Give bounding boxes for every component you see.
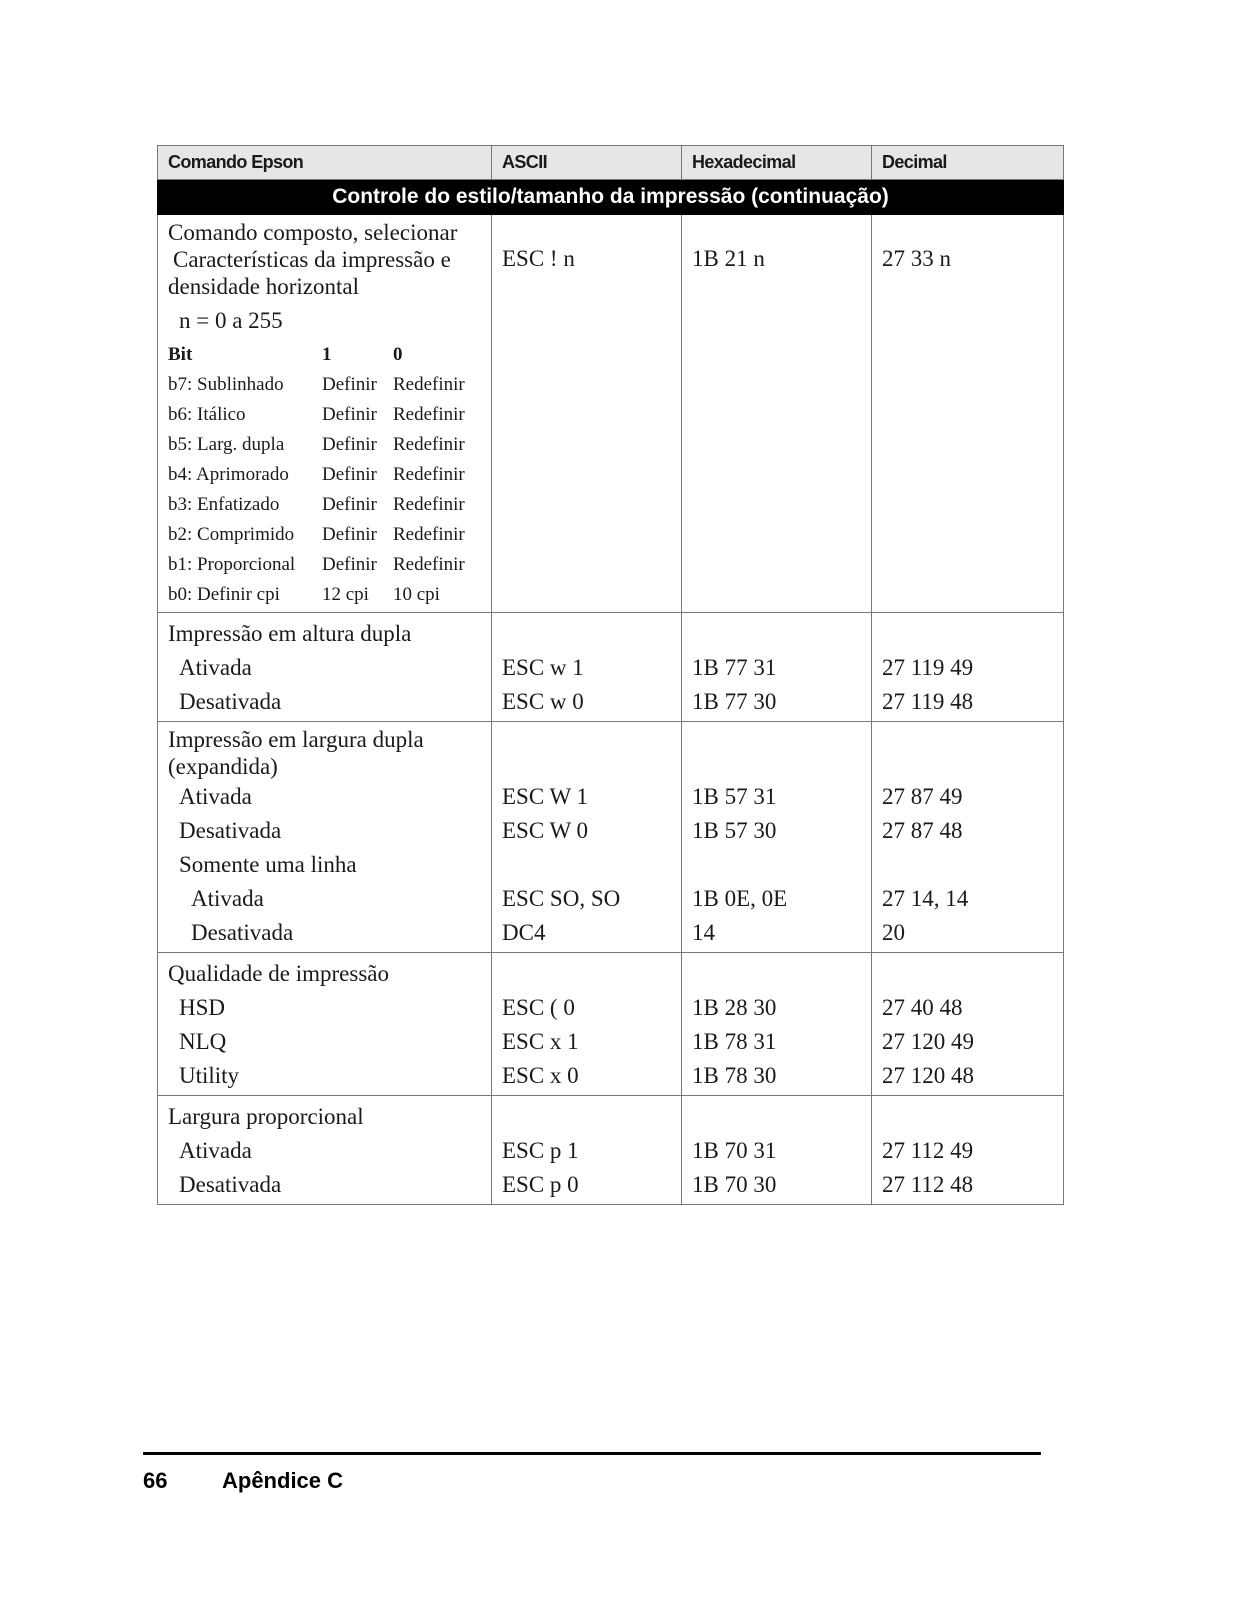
- decimal-cell: [872, 215, 1064, 613]
- decimal-value: [882, 617, 1053, 651]
- hex-value: [692, 726, 861, 753]
- footer-rule: [143, 1452, 1041, 1455]
- page-number: 66: [143, 1468, 168, 1493]
- decimal-value: 27 33 n: [882, 246, 951, 271]
- command-description: Ativada: [179, 784, 252, 809]
- bit-name: b7: Sublinhado: [168, 374, 284, 395]
- bit-reset-value: 10 cpi: [393, 584, 440, 605]
- bit-set-value: Definir: [322, 524, 377, 545]
- decimal-cell: [872, 1096, 1064, 1205]
- bit-row: [168, 580, 465, 610]
- bit-header-row: [168, 340, 465, 370]
- bit-row: [168, 520, 465, 550]
- hex-value: 1B 21 n: [692, 246, 765, 271]
- section-title: Controle do estilo/tamanho da impressão (continuação): [158, 180, 1064, 215]
- section-title-row: [158, 180, 1064, 215]
- table-row: [158, 953, 1064, 1096]
- table-row: [158, 613, 1064, 722]
- ascii-value: ESC x 1: [502, 1029, 579, 1054]
- decimal-value: 27 112 49: [882, 1138, 974, 1163]
- command-cell: [158, 1096, 492, 1205]
- section-name: Apêndice C: [222, 1468, 344, 1493]
- ascii-value: [502, 726, 671, 753]
- hex-value: 1B 70 30: [692, 1172, 777, 1197]
- ascii-cell: [492, 1096, 682, 1205]
- ascii-value: ESC ! n: [502, 246, 575, 271]
- command-cell: [158, 215, 492, 613]
- hex-value: 1B 57 30: [692, 818, 777, 843]
- bit-row: [168, 430, 465, 460]
- hex-value: 1B 77 31: [692, 655, 777, 680]
- table-row: [158, 1096, 1064, 1205]
- decimal-value: 27 14, 14: [882, 886, 969, 911]
- bit-row: [168, 400, 465, 430]
- bit-row: [168, 490, 465, 520]
- hex-value: 1B 28 30: [692, 995, 777, 1020]
- bit-name: b5: Larg. dupla: [168, 434, 285, 455]
- decimal-value: [882, 726, 1053, 753]
- column-header-hex: Hexadecimal: [682, 146, 872, 180]
- column-header-ascii: ASCII: [492, 146, 682, 180]
- table-header-row: [158, 146, 1064, 180]
- decimal-cell: [872, 722, 1064, 953]
- command-description: Comando composto, selecionar: [168, 220, 458, 245]
- column-header-command: Comando Epson: [158, 146, 492, 180]
- column-header-decimal: Decimal: [872, 146, 1064, 180]
- decimal-value: 27 112 48: [882, 1172, 974, 1197]
- bit-reset-value: Redefinir: [393, 524, 465, 545]
- command-description: (expandida): [168, 754, 278, 779]
- bit-name: b2: Comprimido: [168, 524, 295, 545]
- command-description: Largura proporcional: [168, 1104, 364, 1129]
- command-description: Ativada: [179, 1138, 252, 1163]
- ascii-cell: [492, 215, 682, 613]
- ascii-value: ESC W 1: [502, 784, 589, 809]
- bit-name: b0: Definir cpi: [168, 584, 280, 605]
- decimal-value: [882, 1100, 1053, 1134]
- bit-definition-table: [168, 340, 465, 610]
- command-description: Ativada: [191, 886, 264, 911]
- command-description: Desativada: [179, 1172, 282, 1197]
- bit-name: b4: Aprimorado: [168, 464, 289, 485]
- bit-set-value: Definir: [322, 374, 377, 395]
- command-description: Ativada: [179, 655, 252, 680]
- command-description: densidade horizontal: [168, 274, 359, 299]
- bit-reset-value: Redefinir: [393, 554, 465, 575]
- decimal-value: [882, 957, 1053, 991]
- decimal-value: 27 40 48: [882, 995, 963, 1020]
- table-row: [158, 722, 1064, 953]
- bit-header: 0: [393, 344, 403, 365]
- command-description: Qualidade de impressão: [168, 961, 389, 986]
- ascii-value: [502, 617, 671, 651]
- ascii-value: ESC W 0: [502, 818, 589, 843]
- decimal-value: 27 119 48: [882, 689, 974, 714]
- command-cell: [158, 953, 492, 1096]
- hex-cell: [682, 1096, 872, 1205]
- bit-set-value: Definir: [322, 494, 377, 515]
- command-cell: [158, 613, 492, 722]
- bit-set-value: Definir: [322, 404, 377, 425]
- hex-value: 1B 0E, 0E: [692, 886, 788, 911]
- bit-set-value: Definir: [322, 464, 377, 485]
- ascii-value: [502, 848, 671, 882]
- bit-reset-value: Redefinir: [393, 494, 465, 515]
- ascii-cell: [492, 722, 682, 953]
- ascii-value: DC4: [502, 920, 546, 945]
- bit-header: 1: [322, 344, 332, 365]
- command-description: Desativada: [191, 920, 294, 945]
- hex-value: [692, 957, 861, 991]
- decimal-value: 27 119 49: [882, 655, 974, 680]
- command-description: HSD: [179, 995, 226, 1020]
- decimal-value: 27 87 48: [882, 818, 963, 843]
- bit-name: b1: Proporcional: [168, 554, 296, 575]
- bit-row: [168, 550, 465, 580]
- decimal-value: 20: [882, 920, 905, 945]
- epson-command-table: [157, 145, 1064, 1205]
- bit-row: [168, 370, 465, 400]
- decimal-value: [882, 753, 1053, 780]
- parameter-range: n = 0 a 255: [179, 308, 283, 333]
- bit-row: [168, 460, 465, 490]
- hex-value: [692, 753, 861, 780]
- bit-header: Bit: [168, 344, 193, 365]
- hex-cell: [682, 215, 872, 613]
- bit-reset-value: Redefinir: [393, 434, 465, 455]
- table-row: [158, 215, 1064, 613]
- ascii-cell: [492, 613, 682, 722]
- command-description: Impressão em altura dupla: [168, 621, 412, 646]
- hex-cell: [682, 613, 872, 722]
- command-description: Características da impressão e: [173, 247, 451, 272]
- ascii-value: ESC SO, SO: [502, 886, 621, 911]
- command-description: Desativada: [179, 818, 282, 843]
- ascii-value: [502, 1100, 671, 1134]
- bit-name: b3: Enfatizado: [168, 494, 280, 515]
- hex-value: 1B 78 30: [692, 1063, 777, 1088]
- hex-value: [692, 848, 861, 882]
- ascii-value: [502, 957, 671, 991]
- hex-value: [692, 1100, 861, 1134]
- hex-value: [692, 617, 861, 651]
- bit-set-value: 12 cpi: [322, 584, 369, 605]
- hex-value: 1B 78 31: [692, 1029, 777, 1054]
- decimal-value: 27 87 49: [882, 784, 963, 809]
- ascii-cell: [492, 953, 682, 1096]
- bit-reset-value: Redefinir: [393, 374, 465, 395]
- ascii-value: ESC w 1: [502, 655, 584, 680]
- command-description: Desativada: [179, 689, 282, 714]
- command-description: Somente uma linha: [179, 852, 357, 877]
- hex-value: 1B 77 30: [692, 689, 777, 714]
- ascii-value: ESC w 0: [502, 689, 584, 714]
- command-description: NLQ: [179, 1029, 227, 1054]
- bit-reset-value: Redefinir: [393, 464, 465, 485]
- command-description: Impressão em largura dupla: [168, 727, 424, 752]
- hex-cell: [682, 953, 872, 1096]
- ascii-value: ESC ( 0: [502, 995, 575, 1020]
- hex-cell: [682, 722, 872, 953]
- decimal-cell: [872, 953, 1064, 1096]
- ascii-value: ESC x 0: [502, 1063, 579, 1088]
- bit-reset-value: Redefinir: [393, 404, 465, 425]
- ascii-value: ESC p 1: [502, 1138, 579, 1163]
- ascii-value: [502, 753, 671, 780]
- bit-set-value: Definir: [322, 554, 377, 575]
- bit-name: b6: Itálico: [168, 404, 246, 425]
- hex-value: 1B 70 31: [692, 1138, 777, 1163]
- decimal-value: [882, 848, 1053, 882]
- bit-set-value: Definir: [322, 434, 377, 455]
- command-description: Utility: [179, 1063, 240, 1088]
- decimal-value: 27 120 48: [882, 1063, 974, 1088]
- hex-value: 1B 57 31: [692, 784, 777, 809]
- decimal-cell: [872, 613, 1064, 722]
- hex-value: 14: [692, 920, 715, 945]
- decimal-value: 27 120 49: [882, 1029, 974, 1054]
- ascii-value: ESC p 0: [502, 1172, 579, 1197]
- command-cell: [158, 722, 492, 953]
